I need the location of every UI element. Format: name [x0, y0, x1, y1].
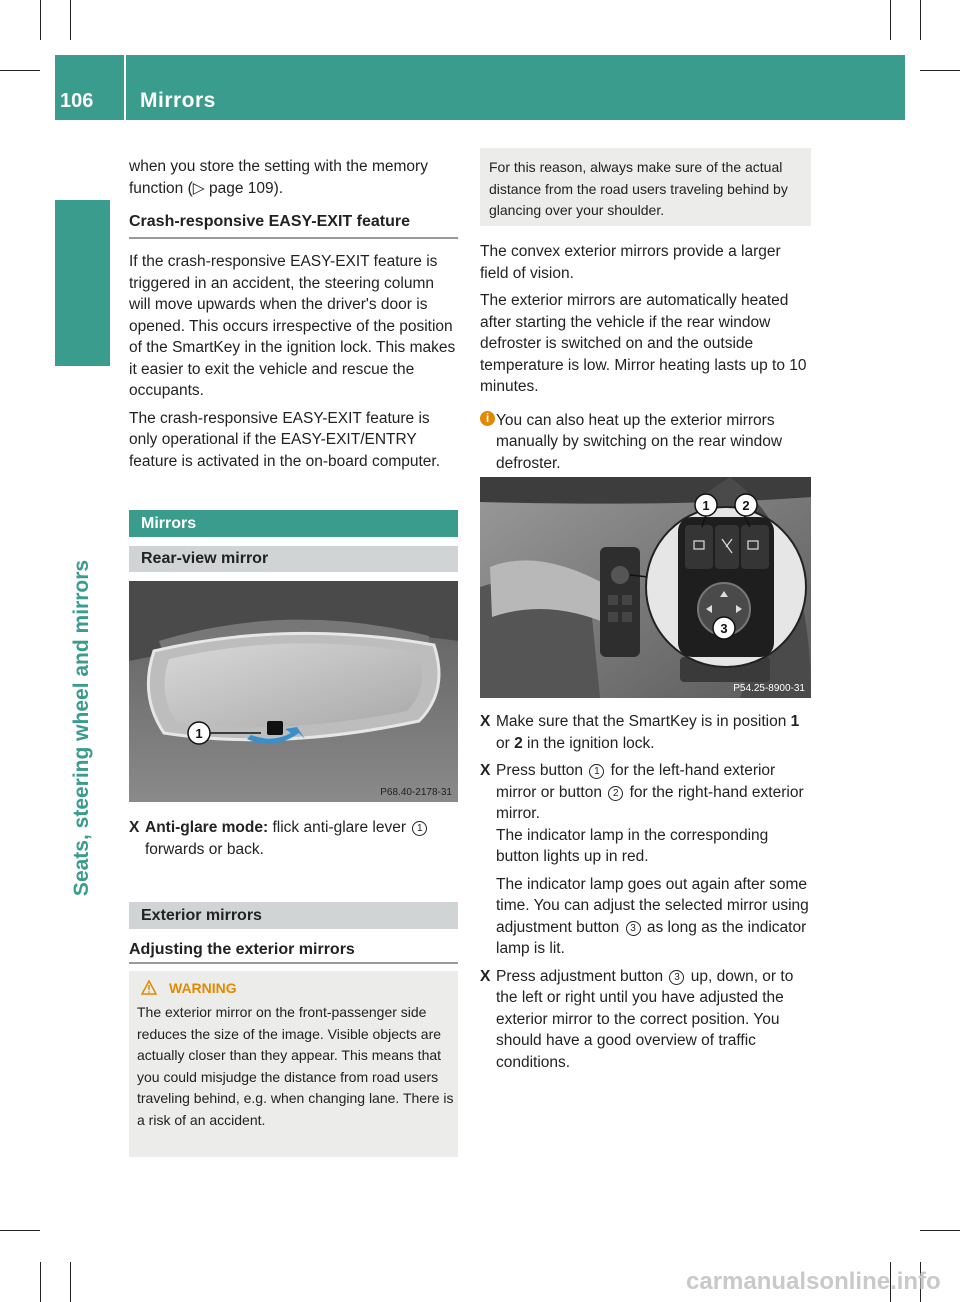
- chapter-tab: [55, 200, 110, 366]
- ref-circle-2: 2: [608, 786, 623, 801]
- watermark: carmanualsonline.info: [686, 1268, 941, 1295]
- step-2-note-text: The indicator lamp goes out again after some time. You can adjust the selected mirror using adjustment button: [496, 875, 809, 936]
- step-3-text-b: up, down, or to the left or right until you have adjusted the exterior mirror to the correct position. You should have a good overview of traffic conditions.: [496, 967, 794, 1071]
- note-continuation-box: [480, 148, 811, 226]
- convex-paragraph: The convex exterior mirrors provide a larger field of vision.: [480, 243, 781, 282]
- left-column: [129, 156, 458, 472]
- page-title: Mirrors: [140, 89, 216, 112]
- heading-rule: [129, 237, 458, 239]
- callout-2: 2: [742, 498, 750, 513]
- exterior-mirrors-bar: Exterior mirrors: [129, 902, 458, 929]
- mirror-switch-photo: [480, 477, 811, 698]
- bullet-marker: X: [480, 762, 491, 779]
- step-1-text: Make sure that the SmartKey is in position: [496, 713, 787, 730]
- crop-mark: [890, 0, 891, 40]
- step-2-text-b: for the left-hand exterior mirror or button: [496, 762, 776, 801]
- step-2-text: Press button: [496, 762, 584, 779]
- crop-mark: [920, 1230, 960, 1231]
- easy-exit-paragraph-2: The crash-responsive EASY-EXIT feature is only operational if the EASY-EXIT/ENTRY feature is activated in the on-board computer.: [129, 409, 441, 470]
- bullet-marker: X: [480, 713, 491, 730]
- info-icon: i: [480, 411, 495, 426]
- chapter-title: Seats, steering wheel and mirrors: [70, 559, 93, 897]
- crop-mark: [40, 1262, 41, 1302]
- antiglare-text-2: forwards or back.: [145, 840, 264, 858]
- callout-1: 1: [195, 726, 203, 741]
- page-number: 106: [60, 90, 94, 112]
- step-2-note: [496, 874, 812, 960]
- rear-view-mirror-bar: Rear-view mirror: [129, 546, 458, 572]
- crop-mark: [0, 70, 40, 71]
- photo-code: P68.40-2178-31: [380, 787, 452, 798]
- right-column-top: [480, 241, 812, 474]
- step-2: [480, 760, 812, 960]
- warning-text: The exterior mirror on the front-passenger side reduces the size of the image. Visible objects are actually closer than they appear. This means that you could misjudge the distance from road users traveling behind, e.g. when changing lane. There is a risk of an accident.: [137, 1004, 454, 1128]
- step-1: [480, 711, 812, 754]
- step-2-result: The indicator lamp in the corresponding button lights up in red.: [496, 826, 769, 865]
- warning-triangle-icon: [141, 980, 157, 995]
- warning-box: [129, 971, 458, 1157]
- bullet-marker: X: [480, 967, 491, 985]
- step-2-text-c: for the right-hand exterior mirror.: [496, 783, 804, 822]
- crop-mark: [70, 1262, 71, 1302]
- mirrors-section-bar: Mirrors: [129, 510, 458, 537]
- antiglare-label: Anti-glare mode:: [145, 819, 269, 836]
- ref-circle-3: 3: [626, 921, 641, 936]
- crop-mark: [70, 0, 71, 40]
- mirror-switch-illustration: [480, 477, 811, 698]
- antiglare-text: flick anti-glare lever: [272, 819, 406, 836]
- ref-circle-1: 1: [412, 821, 427, 836]
- heading-rule: [129, 962, 458, 964]
- step-3: [480, 966, 812, 1074]
- rear-view-mirror-photo: [129, 581, 458, 802]
- header-separator: [124, 55, 126, 120]
- easy-exit-paragraph-1: If the crash-responsive EASY-EXIT feature is triggered in an accident, the steering column will move upwards when the driver's door is opened. This occurs irrespective of the position of the SmartKey in the ignition lock. This makes it easier to exit the vehicle and rescue the occupants.: [129, 253, 456, 399]
- ref-circle-1: 1: [589, 764, 604, 779]
- step-1-position-1: 1: [790, 713, 800, 730]
- step-3-text: Press adjustment button: [496, 967, 664, 985]
- step-1-text-end: in the ignition lock.: [527, 734, 655, 752]
- photo-code: P54.25-8900-31: [733, 683, 805, 694]
- easy-exit-heading: Crash-responsive EASY-EXIT feature: [129, 213, 410, 230]
- rear-view-mirror-illustration: [129, 581, 458, 802]
- bullet-marker: X: [129, 819, 140, 836]
- step-2-note-text-end: as long as the indicator lamp is lit.: [496, 918, 807, 957]
- heated-paragraph: The exterior mirrors are automatically heated after starting the vehicle if the rear window defroster is switched on and the outside temperature is low. Mirror heating lasts up to 10 minutes.: [480, 292, 807, 395]
- callout-3: 3: [720, 621, 728, 636]
- crop-mark: [0, 1230, 40, 1231]
- step-1-position-2: 2: [514, 734, 523, 752]
- ref-circle-3: 3: [669, 970, 684, 985]
- crop-mark: [920, 0, 921, 40]
- adjusting-heading: Adjusting the exterior mirrors: [129, 941, 355, 958]
- info-text: You can also heat up the exterior mirrors manually by switching on the rear window defroster.: [496, 411, 783, 472]
- warning-title: WARNING: [169, 980, 237, 996]
- steps-list: [480, 711, 812, 1073]
- antiglare-instruction: [129, 817, 458, 860]
- note-continuation-text: For this reason, always make sure of the actual distance from the road users traveling behind by glancing over your shoulder.: [489, 159, 788, 218]
- callout-1: 1: [702, 498, 710, 513]
- crop-mark: [920, 70, 960, 71]
- info-note: [480, 410, 812, 475]
- intro-text: when you store the setting with the memory function (▷ page 109).: [129, 158, 428, 197]
- step-1-or: or: [496, 734, 510, 752]
- crop-mark: [40, 0, 41, 40]
